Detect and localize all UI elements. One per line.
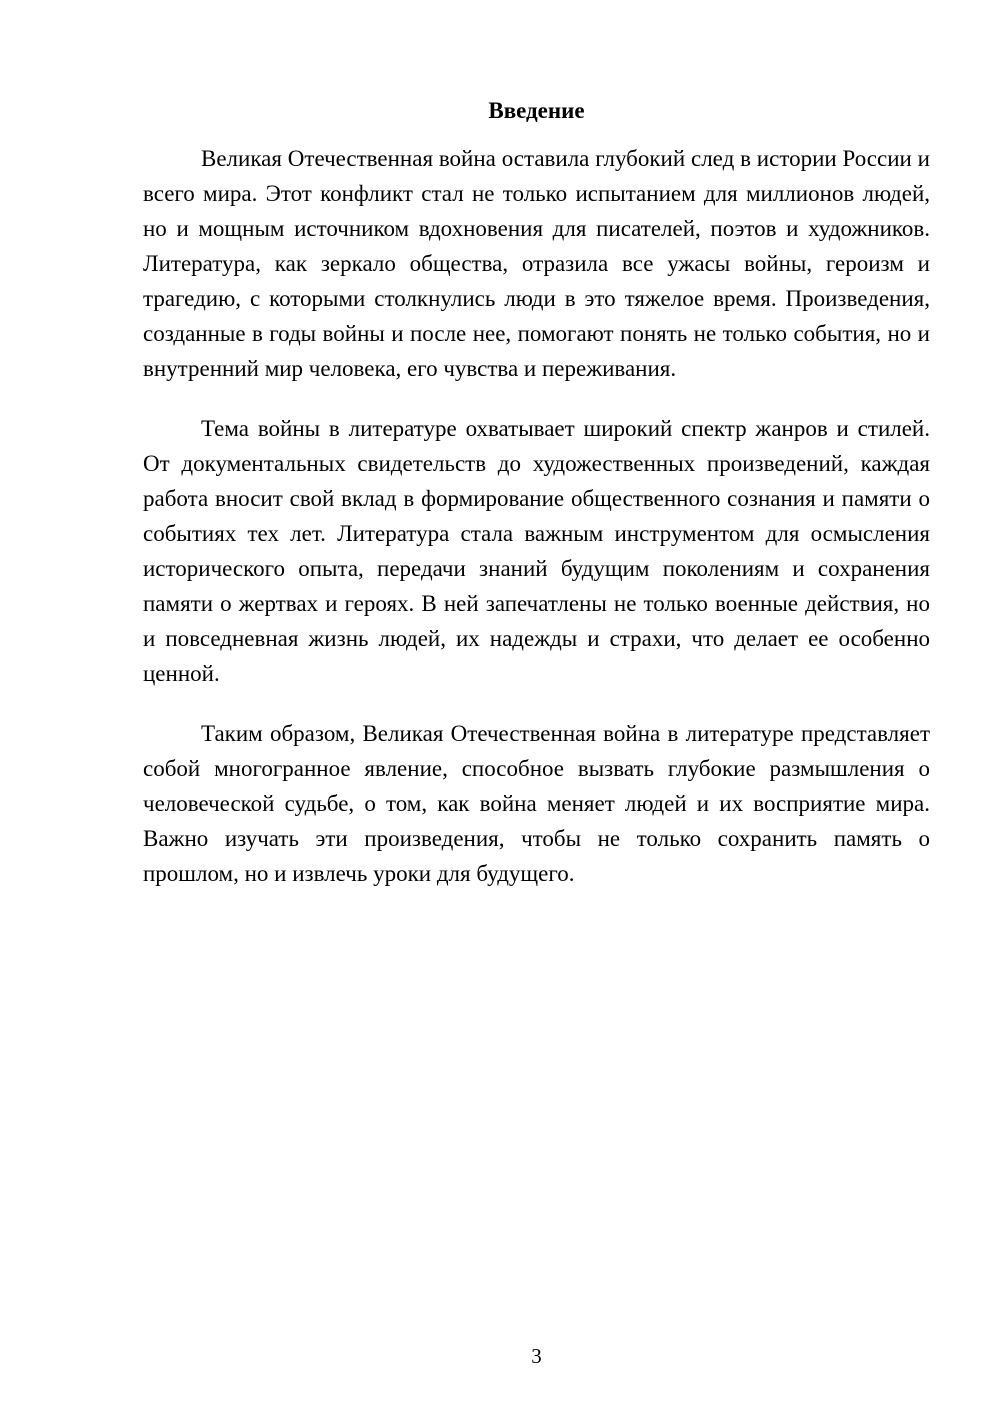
paragraph-1: Великая Отечественная война оставила глубокий след в истории России и всего мира. Этот конфликт стал не только испытанием для миллионов людей, но и мощным источником вдохновения для писателей, поэтов и художников. Литература, как зеркало общества, отразила все ужасы войны, героизм и трагедию, с которыми столкнулись люди в это тяжелое время. Произведения, созданные в годы войны и после нее, помогают понять не только события, но и внутренний мир человека, его чувства и переживания. bbox=[143, 146, 930, 381]
page-number: 3 bbox=[531, 1344, 542, 1368]
paragraph-2: Тема войны в литературе охватывает широкий спектр жанров и стилей. От документальных свидетельств до художественных произведений, каждая работа вносит свой вклад в формирование общественного сознания и памяти о событиях тех лет. Литература стала важным инструментом для осмысления исторического опыта, передачи знаний будущим поколениям и сохранения памяти о жертвах и героях. В ней запечатлены не только военные действия, но и повседневная жизнь людей, их надежды и страхи, что делает ее особенно ценной. bbox=[143, 416, 930, 686]
page-title: Введение bbox=[488, 98, 585, 123]
paragraph-3: Таким образом, Великая Отечественная война в литературе представляет собой многогранное явление, способное вызвать глубокие размышления о человеческой судьбе, о том, как война меняет людей и их восприятие мира. Важно изучать эти произведения, чтобы не только сохранить память о прошлом, но и извлечь уроки для будущего. bbox=[143, 721, 930, 886]
